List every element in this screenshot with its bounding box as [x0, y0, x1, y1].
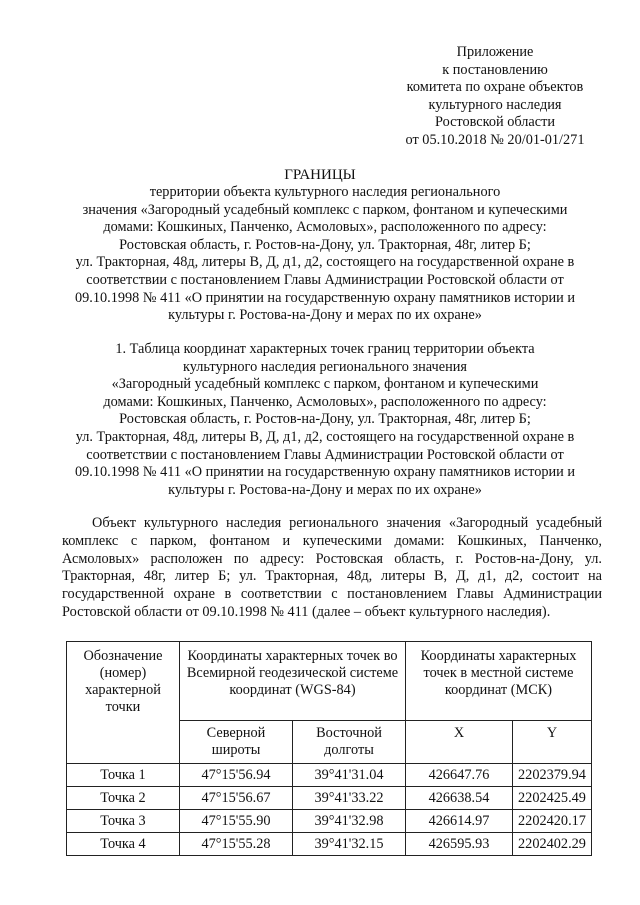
table-row: [67, 810, 592, 833]
text-line: ул. Тракторная, 48д, литеры В, Д, д1, д2, состоящего на государственной охране в: [75, 254, 575, 271]
text-line: культуры г. Ростова-на-Дону и мерах по их охране»: [168, 481, 482, 498]
header-msk: Координаты характерных точек в местной системе координат (МСК): [406, 642, 592, 721]
cell-north: 47°15'55.28: [180, 833, 293, 856]
document-title: ГРАНИЦЫ: [284, 167, 356, 183]
text-line: 1. Таблица координат характерных точек границ территории объекта: [115, 341, 535, 357]
body-paragraph: [62, 515, 602, 622]
cell-east: 39°41'32.98: [293, 810, 406, 833]
cell-east: 39°41'31.04: [293, 764, 406, 787]
text-line: Ростовская область, г. Ростов-на-Дону, ул. Тракторная, 48г, литер Б;: [119, 411, 531, 428]
text-line: Ростовская область, г. Ростов-на-Дону, ул. Тракторная, 48г, литер Б;: [119, 236, 531, 253]
table-header-row: [67, 642, 592, 721]
appendix-line: Ростовской области: [434, 114, 556, 130]
appendix-line: культурного наследия: [428, 96, 562, 113]
appendix-line: комитета по охране объектов: [406, 79, 584, 95]
cell-x: 426595.93: [406, 833, 513, 856]
table-row: [67, 833, 592, 856]
cell-x: 426647.76: [406, 764, 513, 787]
text-line: домами: Кошкиных, Панченко, Асмоловых», расположенного по адресу:: [103, 219, 547, 236]
text-line: культурного наследия регионального значения: [183, 358, 467, 375]
text-line: соответствии с постановлением Главы Администрации Ростовской области от: [86, 446, 564, 463]
cell-y: 2202402.29: [513, 833, 592, 856]
text-line: «Загородный усадебный комплекс с парком, фонтаном и купеческими: [111, 376, 539, 393]
table-row: [67, 764, 592, 787]
cell-y: 2202425.49: [513, 787, 592, 810]
cell-north: 47°15'56.94: [180, 764, 293, 787]
cell-east: 39°41'32.15: [293, 833, 406, 856]
text-line: домами: Кошкиных, Панченко, Асмоловых», расположенного по адресу:: [103, 393, 547, 410]
text-line: ул. Тракторная, 48д, литеры В, Д, д1, д2, состоящего на государственной охране в: [75, 428, 575, 445]
cell-point: Точка 2: [67, 787, 180, 810]
table-row: [67, 787, 592, 810]
text-line: культуры г. Ростова-на-Дону и мерах по их охране»: [168, 307, 482, 324]
appendix-line: к постановлению: [442, 61, 548, 78]
header-east: Восточной долготы: [293, 721, 406, 764]
coordinates-table: [66, 641, 592, 856]
text-line: 09.10.1998 № 411 «О принятии на государственную охрану памятников истории и: [74, 464, 576, 481]
body-text: Объект культурного наследия регионального значения «Загородный усадебный комплекс с парком, фонтаном и купеческими домами: Кошкиных, Панченко, Асмоловых» расположен по адресу: Ростовская область, г. Ростов-на-Дону, ул. Тракторная, 48г, литер Б; ул. Тракторная, 48д, литеры В, Д, д1, д2, состоит на государственной охране в соответствии с постановлением Главы Администрации Ростовской области от 09.10.1998 № 411 (далее – объект культурного наследия).: [62, 515, 602, 620]
appendix-line: от 05.10.2018 № 20/01-01/271: [405, 131, 585, 148]
cell-north: 47°15'55.90: [180, 810, 293, 833]
text-line: значения «Загородный усадебный комплекс с парком, фонтаном и купеческими: [82, 201, 568, 218]
appendix-block: [380, 44, 610, 149]
text-line: соответствии с постановлением Главы Администрации Ростовской области от: [86, 271, 564, 288]
text-line: 09.10.1998 № 411 «О принятии на государственную охрану памятников истории и: [74, 289, 576, 306]
header-x: X: [406, 721, 513, 764]
cell-east: 39°41'33.22: [293, 787, 406, 810]
cell-point: Точка 4: [67, 833, 180, 856]
text-line: территории объекта культурного наследия регионального: [149, 184, 501, 200]
cell-y: 2202420.17: [513, 810, 592, 833]
cell-x: 426614.97: [406, 810, 513, 833]
table-heading: [55, 341, 595, 499]
cell-x: 426638.54: [406, 787, 513, 810]
header-north: Северной широты: [180, 721, 293, 764]
cell-point: Точка 1: [67, 764, 180, 787]
boundaries-description: [55, 184, 595, 325]
cell-north: 47°15'56.67: [180, 787, 293, 810]
appendix-line: Приложение: [456, 44, 534, 60]
cell-point: Точка 3: [67, 810, 180, 833]
header-designation: Обозначение (номер) характерной точки: [67, 642, 180, 764]
header-wgs: Координаты характерных точек во Всемирной геодезической системе координат (WGS-84): [180, 642, 406, 721]
header-y: Y: [513, 721, 592, 764]
cell-y: 2202379.94: [513, 764, 592, 787]
